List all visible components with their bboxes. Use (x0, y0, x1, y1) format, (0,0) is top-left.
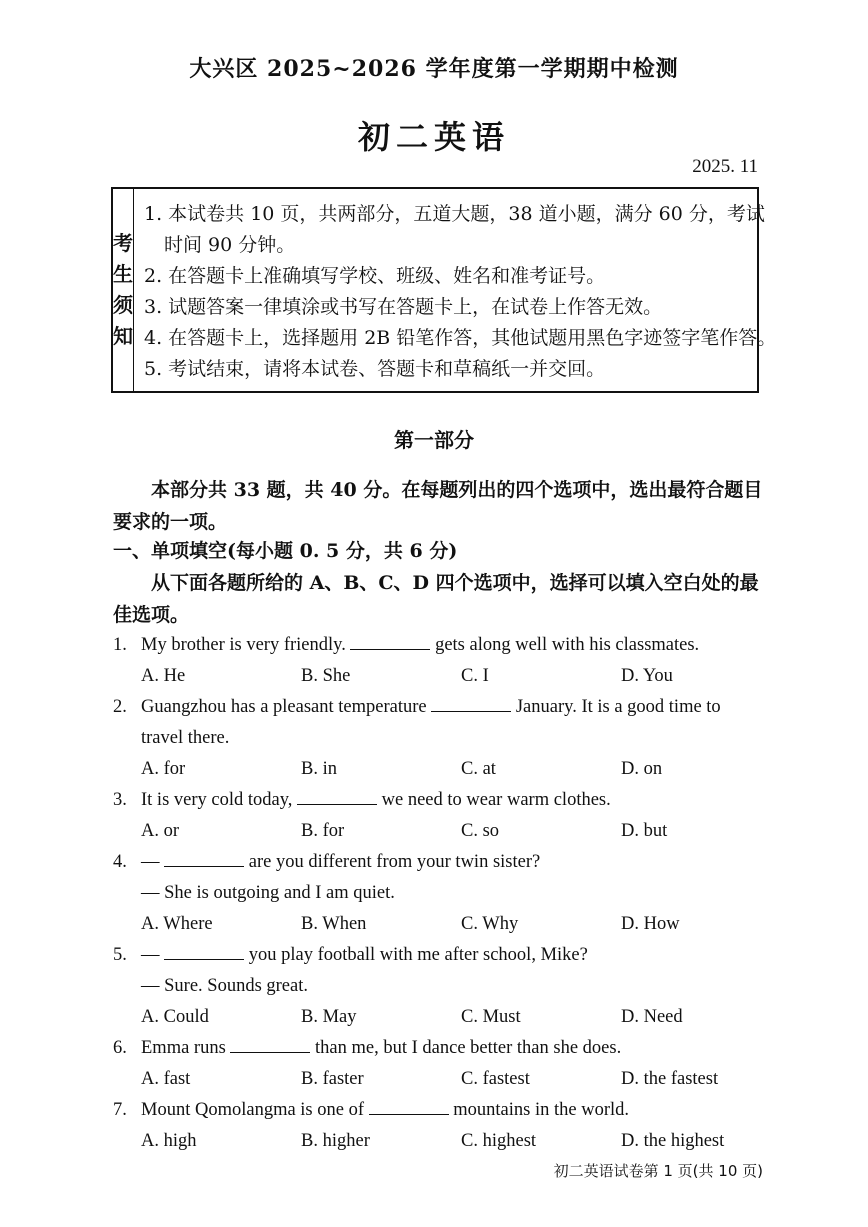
question-stem (113, 940, 763, 971)
answer-option: A. fast (141, 1069, 191, 1089)
answer-option: B. faster (301, 1069, 364, 1089)
question-text (141, 847, 540, 878)
answer-option: B. May (301, 1007, 357, 1027)
answer-options (113, 754, 763, 785)
question-text-after: you play football with me after school, Mike? (248, 945, 588, 965)
answer-options (113, 1064, 763, 1095)
question-number: 1. (113, 635, 127, 655)
question-number: 5. (113, 945, 127, 965)
notice-item: 时间 90 分钟。 (164, 234, 296, 256)
question-text-before: Guangzhou has a pleasant temperature (141, 697, 427, 717)
question-text-before: Emma runs (141, 1038, 226, 1058)
question-text-after: January. It is a good time to (515, 697, 721, 717)
answer-option: C. at (461, 759, 496, 779)
notice-item: 5. 考试结束，请将本试卷、答题卡和草稿纸一并交回。 (144, 358, 606, 380)
question-text-after: gets along well with his classmates. (435, 635, 700, 655)
dialogue-reply: — She is outgoing and I am quiet. (141, 883, 395, 903)
answer-option: A. or (141, 821, 180, 841)
notice-item: 3. 试题答案一律填涂或书写在答题卡上，在试卷上作答无效。 (144, 296, 663, 318)
answer-option: A. He (141, 666, 186, 686)
question-text (141, 1033, 621, 1064)
question-number: 4. (113, 852, 127, 872)
answer-blank (369, 1098, 449, 1115)
question-item (113, 630, 763, 692)
notice-label-char: 考 (113, 231, 133, 255)
notice-label-char: 知 (113, 324, 133, 348)
question-text (141, 940, 588, 971)
answer-option: A. for (141, 759, 186, 779)
question-text-after: we need to wear warm clothes. (381, 790, 611, 810)
notice-label-char: 须 (113, 293, 133, 317)
question-text-before: — (141, 945, 160, 965)
answer-options (113, 909, 763, 940)
answer-blank (431, 695, 511, 712)
part-instructions: 从下面各题所给的 A、B、C、D 四个选项中，选择可以填入空白处的最佳选项。 (113, 572, 759, 626)
answer-option: D. but (621, 821, 668, 841)
section-title: 第一部分 (394, 428, 474, 452)
part-heading: 一、单项填空(每小题 0. 5 分，共 6 分) (113, 540, 458, 562)
exam-title: 大兴区 2025~2026 学年度第一学期期中检测 (189, 56, 679, 82)
notice-label (113, 189, 134, 391)
answer-option: A. Could (141, 1007, 209, 1027)
answer-blank (350, 633, 430, 650)
question-item (113, 692, 763, 785)
question-text-after: are you different from your twin sister? (248, 852, 541, 872)
answer-option: D. the fastest (621, 1069, 719, 1089)
answer-options (113, 661, 763, 692)
question-item (113, 940, 763, 1033)
answer-option: A. Where (141, 914, 213, 934)
question-text-before: My brother is very friendly. (141, 635, 346, 655)
subject-title: 初二英语 (357, 118, 510, 156)
answer-blank (164, 850, 244, 867)
question-list (113, 630, 763, 1157)
answer-option: D. on (621, 759, 663, 779)
notice-item: 1. 本试卷共 10 页，共两部分，五道大题，38 道小题，满分 60 分，考试 (144, 203, 765, 225)
answer-option: C. so (461, 821, 500, 841)
question-text (141, 1095, 629, 1126)
question-item (113, 1033, 763, 1095)
question-stem (113, 692, 763, 723)
answer-option: C. highest (461, 1131, 537, 1151)
answer-option: C. I (461, 666, 489, 686)
answer-option: B. for (301, 821, 345, 841)
answer-blank (230, 1036, 310, 1053)
notice-label-char: 生 (113, 262, 133, 286)
question-item (113, 1095, 763, 1157)
question-stem (113, 785, 763, 816)
exam-date: 2025. 11 (692, 156, 758, 177)
question-item (113, 785, 763, 847)
dialogue-reply: — Sure. Sounds great. (141, 976, 308, 996)
answer-option: B. When (301, 914, 367, 934)
answer-option: C. Why (461, 914, 519, 934)
question-number: 7. (113, 1100, 127, 1120)
answer-option: D. the highest (621, 1131, 725, 1151)
question-stem (113, 847, 763, 878)
answer-options (113, 816, 763, 847)
question-stem (113, 1095, 763, 1126)
question-number: 2. (113, 697, 127, 717)
question-text (141, 692, 721, 723)
answer-blank (164, 943, 244, 960)
question-text-before: Mount Qomolangma is one of (141, 1100, 365, 1120)
question-text (141, 630, 699, 661)
notice-item: 4. 在答题卡上，选择题用 2B 铅笔作答，其他试题用黑色字迹签字笔作答。 (144, 327, 777, 349)
question-number: 3. (113, 790, 127, 810)
answer-option: D. How (621, 914, 680, 934)
question-text (141, 785, 611, 816)
answer-options (113, 1002, 763, 1033)
question-text-after: than me, but I dance better than she does. (315, 1038, 622, 1058)
answer-blank (297, 788, 377, 805)
section-intro: 本部分共 33 题，共 40 分。在每题列出的四个选项中，选出最符合题目要求的一项。 (113, 479, 763, 533)
question-text-before: It is very cold today, (141, 790, 293, 810)
question-item (113, 847, 763, 940)
answer-option: B. She (301, 666, 351, 686)
page-footer: 初二英语试卷第 1 页(共 10 页) (553, 1162, 763, 1180)
answer-option: C. fastest (461, 1069, 530, 1089)
answer-option: D. You (621, 666, 673, 686)
question-stem (113, 630, 763, 661)
question-text-before: — (141, 852, 160, 872)
notice-items (134, 189, 784, 391)
answer-option: C. Must (461, 1007, 521, 1027)
answer-option: A. high (141, 1131, 197, 1151)
question-stem (113, 1033, 763, 1064)
question-text-after: mountains in the world. (453, 1100, 629, 1120)
answer-option: B. in (301, 759, 337, 779)
answer-options (113, 1126, 763, 1157)
answer-option: B. higher (301, 1131, 370, 1151)
candidate-notice-box (111, 187, 777, 393)
question-continuation: travel there. (141, 728, 230, 748)
notice-item: 2. 在答题卡上准确填写学校、班级、姓名和准考证号。 (144, 265, 606, 287)
answer-option: D. Need (621, 1007, 683, 1027)
question-number: 6. (113, 1038, 127, 1058)
